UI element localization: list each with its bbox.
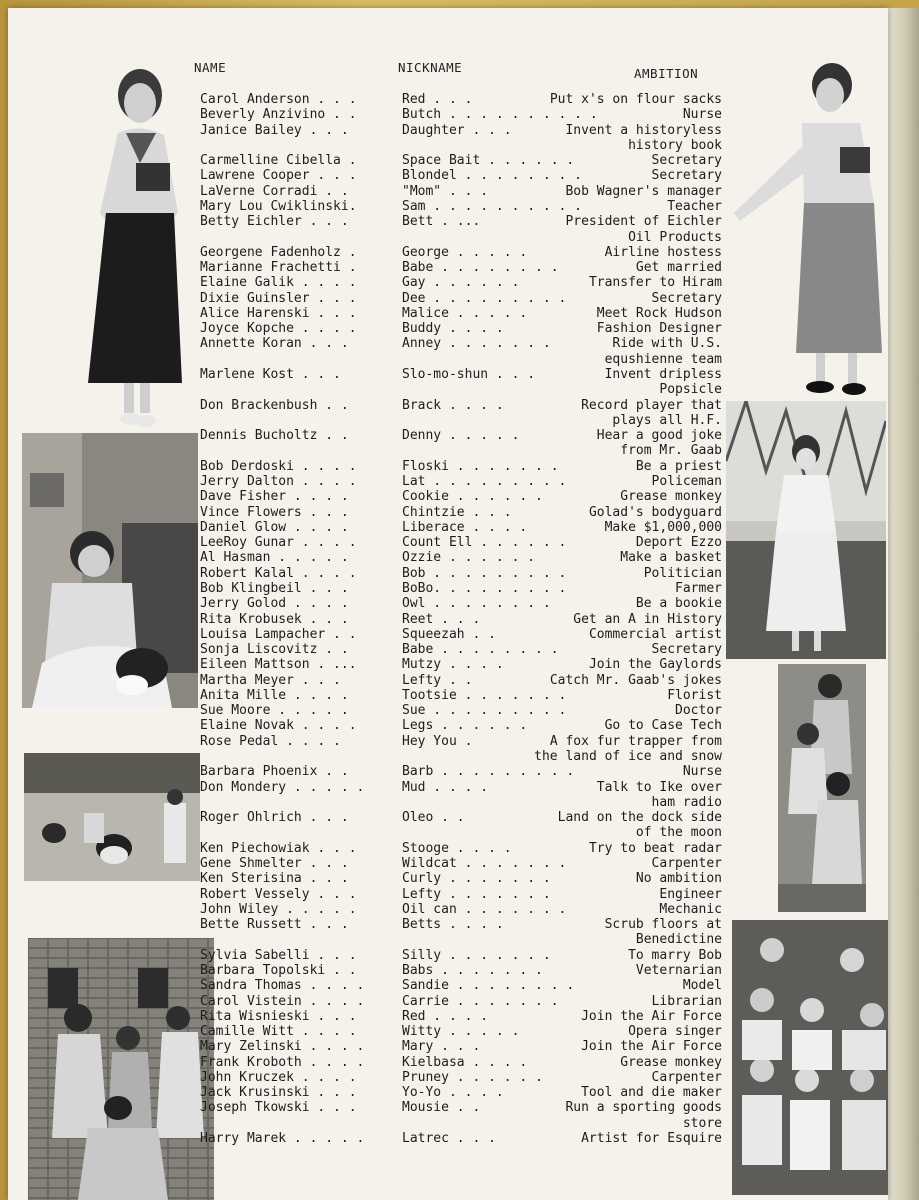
student-name: Dave Fisher . . . . [200,489,349,505]
header-ambition: AMBITION [634,66,699,81]
student-ambition: Secretary [651,168,722,184]
student-ambition: Popsicle [659,382,722,398]
student-nickname: Buddy . . . . [402,321,504,337]
student-ambition: history book [628,137,722,153]
roster-row [8,1055,888,1071]
student-nickname: Liberace . . . . [402,519,528,535]
roster-row [8,856,888,872]
student-ambition: plays all H.F. [612,412,722,428]
student-ambition: Talk to Ike over [596,779,722,795]
student-nickname: BoBo. . . . . . . . . [402,580,567,596]
student-nickname: Mutzy . . . . [402,657,504,673]
roster-row [8,932,888,948]
student-nickname: Stooge . . . . [402,840,512,856]
student-nickname: Denny . . . . . [402,428,520,444]
student-nickname: Betts . . . . [402,917,504,933]
student-ambition: Transfer to Hiram [588,275,722,291]
roster-row [8,382,888,398]
student-nickname: Oleo . . [402,810,465,826]
roster-row [8,123,888,139]
student-nickname: Blondel . . . . . . . . [402,168,583,184]
roster-row [8,795,888,811]
student-ambition: Record player that [581,397,722,413]
roster-row [8,153,888,169]
roster-row [8,642,888,658]
roster-row [8,1100,888,1116]
student-name: Barbara Topolski . . [200,962,357,978]
roster-row [8,398,888,414]
student-ambition: Doctor [675,703,722,719]
student-name: Eileen Mattson . ... [200,657,357,673]
roster-row [8,688,888,704]
roster-row [8,841,888,857]
student-name: Janice Bailey . . . [200,122,349,138]
student-name: Bette Russett . . . [200,917,349,933]
roster-row [8,1039,888,1055]
student-nickname: Floski . . . . . . . [402,458,559,474]
student-ambition: No ambition [635,871,722,887]
student-nickname: Babe . . . . . . . . [402,260,559,276]
student-nickname: Babe . . . . . . . . [402,642,559,658]
student-nickname: Babs . . . . . . . [402,962,543,978]
student-nickname: Yo-Yo . . . . [402,1085,504,1101]
student-name: Frank Kroboth . . . . [200,1054,365,1070]
student-name: Al Hasman . . . . . [200,550,349,566]
student-ambition: Get married [635,260,722,276]
roster-row [8,214,888,230]
roster-row [8,550,888,566]
student-ambition: Commercial artist [588,626,722,642]
student-name: Joyce Kopche . . . . [200,321,357,337]
student-name: Gene Shmelter . . . [200,856,349,871]
student-name: Anita Mille . . . . [200,687,349,703]
student-name: Don Brackenbush . . [200,397,349,413]
student-name: Mary Lou Cwiklinski. [200,198,357,214]
roster-row [8,428,888,444]
roster-row [8,596,888,612]
student-nickname: Sandie . . . . . . . . [402,978,575,994]
roster-row [8,703,888,719]
roster-row [8,825,888,841]
student-nickname: "Mom" . . . [402,183,489,199]
student-ambition: Carpenter [651,1069,722,1085]
student-name: Bob Derdoski . . . . [200,458,357,474]
student-name: Beverly Anzivino . . [200,107,357,123]
student-ambition: President of Eichler [565,214,722,230]
student-ambition: Florist [667,687,722,703]
student-name: Roger Ohlrich . . . [200,810,349,826]
student-ambition: equshienne team [604,351,722,367]
student-ambition: To marry Bob [628,947,722,963]
student-nickname: Mary . . . [402,1039,481,1055]
student-nickname: Bett . ... [402,214,481,230]
student-ambition: Hear a good joke [596,428,722,444]
student-nickname: Owl . . . . . . . . [402,596,551,612]
student-ambition: store [682,1115,722,1131]
student-nickname: Oil can . . . . . . . [402,901,567,917]
roster-row [8,963,888,979]
student-nickname: Mud . . . . [402,779,489,795]
roster-row [8,612,888,628]
student-ambition: Carpenter [651,856,722,871]
student-nickname: Kielbasa . . . . [402,1054,528,1070]
student-ambition: Secretary [651,642,722,658]
roster-row [8,566,888,582]
student-ambition: Join the Air Force [581,1008,722,1024]
student-name: LeeRoy Gunar . . . . [200,535,357,551]
student-nickname: Curly . . . . . . . [402,871,551,887]
student-ambition: Airline hostess [604,244,722,260]
roster-row [8,138,888,154]
roster-row [8,535,888,551]
student-nickname: Malice . . . . . [402,305,528,321]
student-ambition: Get an A in History [573,611,722,627]
student-name: Sandra Thomas . . . . [200,978,365,994]
roster-row [8,443,888,459]
roster-row [8,367,888,383]
roster-row [8,1009,888,1025]
student-nickname: Pruney . . . . . . [402,1069,543,1085]
student-name: Dennis Bucholtz . . [200,428,349,444]
roster-row [8,352,888,368]
student-ambition: Deport Ezzo [635,535,722,551]
student-name: Vince Flowers . . . [200,504,349,520]
student-ambition: Secretary [651,290,722,306]
page-edge [888,8,919,1200]
student-nickname: Count Ell . . . . . . [402,535,567,551]
roster-row [8,657,888,673]
student-ambition: Be a bookie [635,596,722,612]
header-nickname: NICKNAME [398,60,463,75]
student-name: Jerry Golod . . . . [200,596,349,612]
student-nickname: Barb . . . . . . . . . [402,764,575,780]
roster-row [8,505,888,521]
student-ambition: Invent dripless [604,367,722,383]
student-ambition: Invent a historyless [565,122,722,138]
roster-row [8,734,888,750]
student-ambition: Tool and die maker [581,1085,722,1101]
student-nickname: Daughter . . . [402,122,512,138]
student-ambition: Bob Wagner's manager [565,183,722,199]
student-ambition: Fashion Designer [596,321,722,337]
student-ambition: Run a sporting goods [565,1100,722,1116]
student-name: Martha Meyer . . . [200,672,341,688]
roster-row [8,321,888,337]
student-name: Joseph Tkowski . . . [200,1100,357,1116]
student-name: Georgene Fadenholz . [200,244,357,260]
student-name: John Kruczek . . . . [200,1069,357,1085]
student-ambition: Make $1,000,000 [604,519,722,535]
student-name: Sylvia Sabelli . . . [200,947,357,963]
student-name: Robert Kalal . . . . [200,565,357,581]
student-ambition: Benedictine [635,932,722,948]
student-ambition: Farmer [675,580,722,596]
student-ambition: Teacher [667,198,722,214]
student-name: Marlene Kost . . . [200,367,341,383]
student-name: Marianne Frachetti . [200,260,357,276]
student-nickname: Hey You . [402,733,473,749]
student-nickname: Ozzie . . . . . . [402,550,536,566]
roster-row [8,336,888,352]
student-ambition: Meet Rock Hudson [596,305,722,321]
roster-row [8,275,888,291]
student-ambition: Secretary [651,153,722,169]
student-name: Ken Piechowiak . . . [200,840,357,856]
roster-row [8,230,888,246]
roster-row [8,1024,888,1040]
roster-row [8,184,888,200]
student-ambition: Join the Gaylords [588,657,722,673]
student-ambition: Land on the dock side [557,810,722,826]
student-name: Camille Witt . . . . [200,1024,357,1040]
yearbook-page [8,8,888,1200]
student-name: Rita Wisnieski . . . [200,1008,357,1024]
student-name: Sonja Liscovitz . . [200,642,349,658]
student-ambition: Veternarian [635,962,722,978]
student-nickname: Anney . . . . . . . [402,336,551,352]
student-name: Carmelline Cibella . [200,153,357,169]
roster-row [8,520,888,536]
student-nickname: Cookie . . . . . . [402,489,543,505]
roster-row [8,459,888,475]
student-name: Don Mondery . . . . . [200,779,365,795]
student-name: Daniel Glow . . . . [200,519,349,535]
roster-row [8,978,888,994]
roster-row [8,887,888,903]
student-name: Barbara Phoenix . . [200,764,349,780]
student-name: Dixie Guinsler . . . [200,290,357,306]
roster-row [8,994,888,1010]
student-name: Jerry Dalton . . . . [200,474,357,489]
student-ambition: A fox fur trapper from [549,733,722,749]
roster-row [8,1085,888,1101]
student-nickname: Sue . . . . . . . . . [402,703,567,719]
student-ambition: Politician [643,565,722,581]
student-ambition: the land of ice and snow [534,749,722,765]
student-name: Jack Krusinski . . . [200,1085,357,1101]
student-name: Elaine Novak . . . . [200,718,357,734]
student-nickname: Reet . . . [402,611,481,627]
student-nickname: Legs . . . . . . [402,718,528,734]
student-nickname: Tootsie . . . . . . . [402,687,567,703]
roster-row [8,948,888,964]
student-name: Carol Vistein . . . . [200,993,365,1009]
student-ambition: Opera singer [628,1024,722,1040]
student-name: Alice Harenski . . . [200,305,357,321]
roster-row [8,107,888,123]
student-ambition: Go to Case Tech [604,718,722,734]
student-name: Harry Marek . . . . . [200,1131,365,1147]
student-ambition: Artist for Esquire [581,1131,722,1147]
student-name: Ken Sterisina . . . [200,871,349,887]
student-nickname: Squeezah . . [402,626,496,642]
student-nickname: Sam . . . . . . . . . . [402,198,583,214]
student-nickname: Dee . . . . . . . . . [402,290,567,306]
roster-row [8,917,888,933]
student-ambition: Catch Mr. Gaab's jokes [549,672,722,688]
student-ambition: Nurse [682,107,722,123]
student-name: Rita Krobusek . . . [200,611,349,627]
student-ambition: ham radio [651,794,722,810]
student-name: Robert Vessely . . . [200,886,357,902]
student-ambition: Try to beat radar [588,840,722,856]
roster-row [8,810,888,826]
roster-row [8,871,888,887]
roster-row [8,780,888,796]
roster-row [8,489,888,505]
roster-row [8,474,888,490]
roster-row [8,306,888,322]
roster-row [8,168,888,184]
student-ambition: of the moon [635,825,722,841]
student-ambition: Join the Air Force [581,1039,722,1055]
student-name: Betty Eichler . . . [200,214,349,230]
roster-row [8,413,888,429]
roster-row [8,673,888,689]
student-name: Bob Klingbeil . . . [200,580,349,596]
student-nickname: Gay . . . . . . [402,275,520,291]
roster-row [8,1116,888,1132]
student-ambition: Scrub floors at [604,917,722,933]
student-ambition: Nurse [682,764,722,780]
roster-row [8,291,888,307]
student-ambition: Golad's bodyguard [588,504,722,520]
student-nickname: Mousie . . [402,1100,481,1116]
student-name: Louisa Lampacher . . [200,626,357,642]
student-name: Mary Zelinski . . . . [200,1039,365,1055]
student-ambition: from Mr. Gaab [620,443,722,459]
student-nickname: Wildcat . . . . . . . [402,856,567,871]
student-ambition: Put x's on flour sacks [549,92,722,107]
student-ambition: Make a basket [620,550,722,566]
student-nickname: Brack . . . . [402,397,504,413]
roster-row [8,581,888,597]
student-ambition: Engineer [659,886,722,902]
student-ambition: Model [682,978,722,994]
roster-row [8,718,888,734]
roster-row [8,902,888,918]
student-nickname: Chintzie . . . [402,504,512,520]
student-ambition: Mechanic [659,901,722,917]
roster-row [8,749,888,765]
roster-row [8,627,888,643]
roster-row [8,1070,888,1086]
roster-row [8,199,888,215]
student-name: Lawrene Cooper . . . [200,168,357,184]
student-nickname: Lefty . . . . . . . [402,886,551,902]
student-ambition: Policeman [651,474,722,489]
student-ambition: Oil Products [628,229,722,245]
student-name: John Wiley . . . . . [200,901,357,917]
student-name: Rose Pedal . . . . [200,733,341,749]
student-nickname: Silly . . . . . . . [402,947,551,963]
student-nickname: Bob . . . . . . . . . [402,565,567,581]
student-name: Elaine Galik . . . . [200,275,357,291]
roster-row [8,245,888,261]
roster-row [8,260,888,276]
student-ambition: Grease monkey [620,1054,722,1070]
student-nickname: Red . . . [402,92,473,107]
student-nickname: Lefty . . [402,672,473,688]
student-ambition: Be a priest [635,458,722,474]
roster-row [8,92,888,108]
student-nickname: Latrec . . . [402,1131,496,1147]
student-name: LaVerne Corradi . . [200,183,349,199]
student-name: Carol Anderson . . . [200,92,357,107]
student-ambition: Librarian [651,993,722,1009]
student-ambition: Grease monkey [620,489,722,505]
student-nickname: Slo-mo-shun . . . [402,367,536,383]
student-nickname: Red . . . . [402,1008,489,1024]
header-name: NAME [194,60,227,75]
student-nickname: Lat . . . . . . . . . [402,474,567,489]
student-nickname: Witty . . . . . [402,1024,520,1040]
student-name: Sue Moore . . . . . [200,703,349,719]
student-nickname: Space Bait . . . . . . [402,153,575,169]
student-nickname: Carrie . . . . . . . [402,993,559,1009]
student-nickname: Butch . . . . . . . . . . [402,107,598,123]
student-nickname: George . . . . . [402,244,528,260]
student-ambition: Ride with U.S. [612,336,722,352]
roster-row [8,764,888,780]
roster-row [8,1131,888,1147]
student-name: Annette Koran . . . [200,336,349,352]
